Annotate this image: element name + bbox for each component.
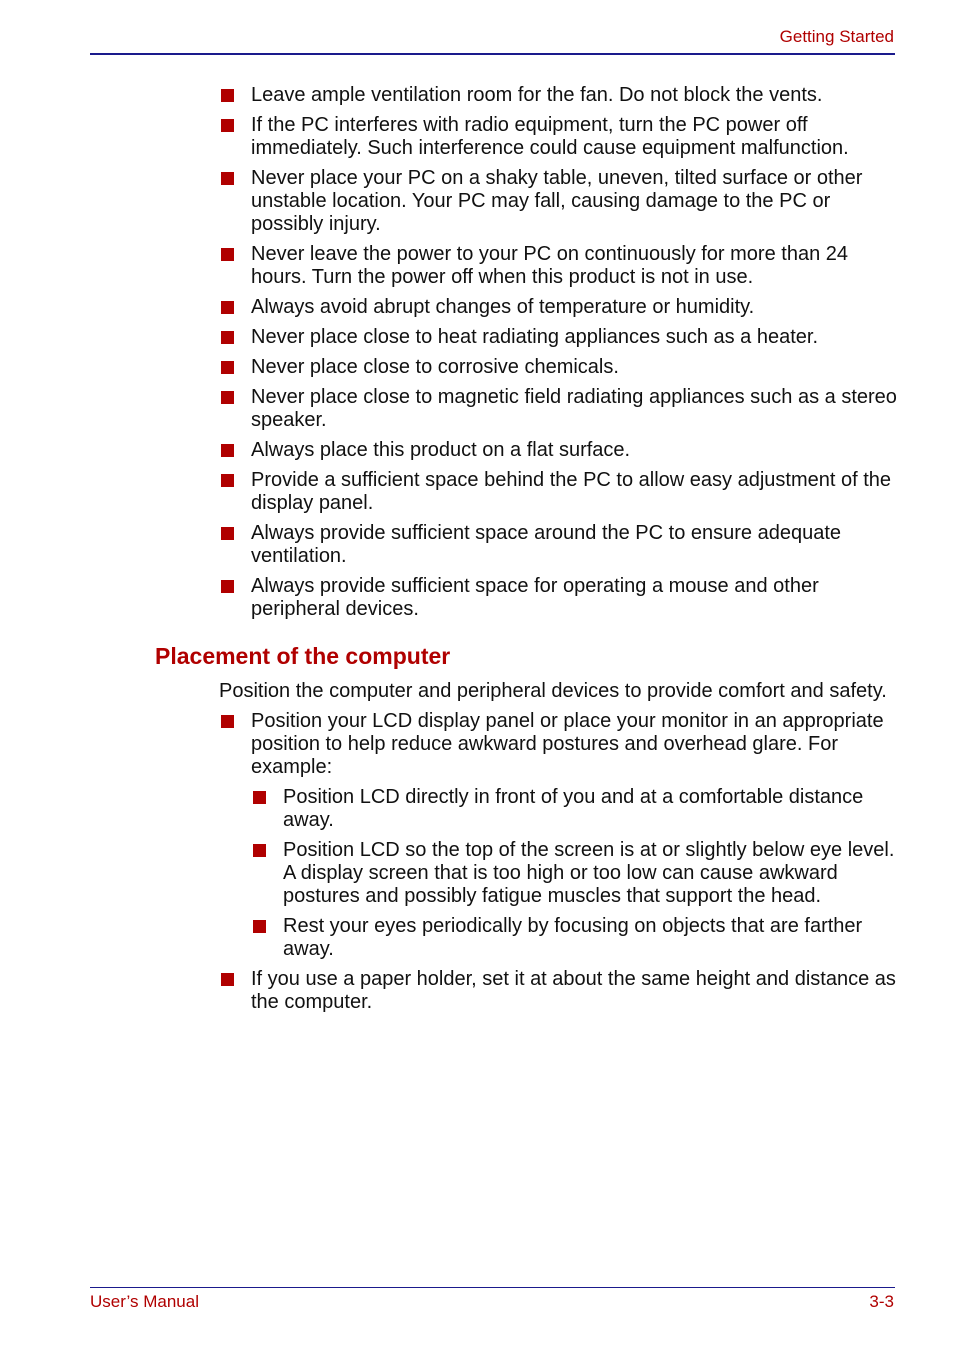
square-bullet-icon [253,791,266,804]
square-bullet-icon [221,580,234,593]
square-bullet-icon [221,248,234,261]
square-bullet-icon [221,361,234,374]
list-item: Position LCD directly in front of you and at a comfortable distance away. [251,786,899,832]
square-bullet-icon [221,301,234,314]
placement-list [219,710,899,1014]
header-section-title: Getting Started [779,27,894,46]
section-heading: Placement of the computer [155,643,451,669]
page-number: 3-3 [869,1292,894,1311]
list-item: Never leave the power to your PC on continuously for more than 24 hours. Turn the power off when this product is not in use. [219,243,899,289]
square-bullet-icon [221,119,234,132]
square-bullet-icon [253,844,266,857]
placement-sublist [251,786,899,961]
list-item: Provide a sufficient space behind the PC to allow easy adjustment of the display panel. [219,469,899,515]
list-item: If you use a paper holder, set it at about the same height and distance as the computer. [219,968,899,1014]
list-item: Always provide sufficient space for operating a mouse and other peripheral devices. [219,575,899,621]
list-item: If the PC interferes with radio equipment, turn the PC power off immediately. Such interference could cause equipment malfunction. [219,114,899,160]
list-item: Leave ample ventilation room for the fan. Do not block the vents. [219,84,899,107]
square-bullet-icon [221,444,234,457]
header-divider [90,53,895,55]
section-intro: Position the computer and peripheral devices to provide comfort and safety. [219,680,887,702]
list-item: Always place this product on a flat surface. [219,439,899,462]
square-bullet-icon [221,973,234,986]
precautions-list [219,84,899,621]
square-bullet-icon [221,172,234,185]
footer-divider [90,1287,895,1288]
list-item: Always provide sufficient space around the PC to ensure adequate ventilation. [219,522,899,568]
list-item: Always avoid abrupt changes of temperature or humidity. [219,296,899,319]
list-item: Never place close to corrosive chemicals. [219,356,899,379]
page-content [155,84,899,1021]
square-bullet-icon [221,715,234,728]
list-item: Never place close to magnetic field radiating appliances such as a stereo speaker. [219,386,899,432]
square-bullet-icon [221,527,234,540]
list-item: Never place your PC on a shaky table, uneven, tilted surface or other unstable location. Your PC may fall, causing damage to the PC or possibly injury. [219,167,899,236]
square-bullet-icon [221,89,234,102]
footer-manual-label: User’s Manual [90,1292,199,1311]
square-bullet-icon [221,331,234,344]
square-bullet-icon [221,391,234,404]
list-item: Never place close to heat radiating appliances such as a heater. [219,326,899,349]
square-bullet-icon [221,474,234,487]
square-bullet-icon [253,920,266,933]
list-item: Position your LCD display panel or place your monitor in an appropriate position to help reduce awkward postures and overhead glare. For example: Position LCD directly in front of you and at a comfortable distance away. Position LCD so the top of the screen is at or slightly below eye level. A display screen that is too high or too low can cause awkward postures and possibly fatigue muscles that support the head. Rest your eyes periodically by focusing on objects that are farther away. [219,710,899,961]
list-item: Position LCD so the top of the screen is at or slightly below eye level. A display screen that is too high or too low can cause awkward postures and possibly fatigue muscles that support the head. [251,839,899,908]
list-item: Rest your eyes periodically by focusing on objects that are farther away. [251,915,899,961]
